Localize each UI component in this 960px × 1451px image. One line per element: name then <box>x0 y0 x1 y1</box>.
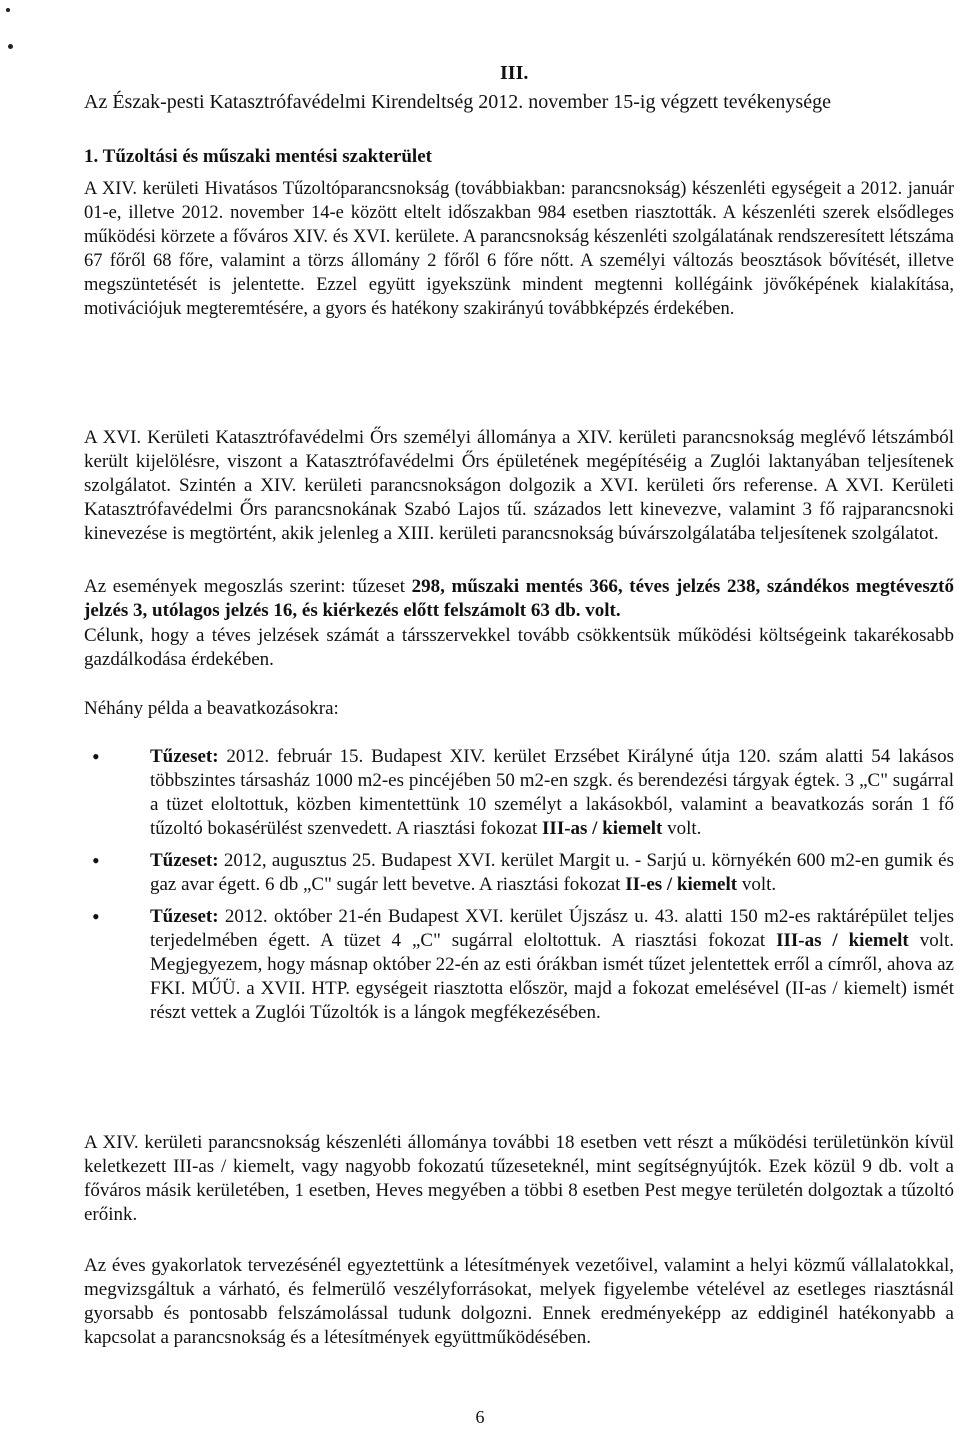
list-item <box>84 905 954 1025</box>
paragraph-assistance: A XIV. kerületi parancsnokság készenléti állománya további 18 esetben vett részt a működési területünkön kívül keletkezett III-as / kiemelt, vagy nagyobb fokozatú tűzeseteknél, mint segítségnyújtók. Ezek közül 9 db. volt a főváros másik kerületében, 1 esetben, Heves megyében a többi 8 esetben Pest megye területén dolgoztak a tűzoltó erőink. <box>84 1132 954 1225</box>
example-text: 2012, augusztus 25. Budapest XVI. kerület Margit u. - Sarjú u. környékén 600 m2-en gumik és gaz avar égett. 6 db „C" sugár lett bevetve. A riasztási fokozat <box>150 850 954 895</box>
paragraph-events <box>84 575 954 623</box>
examples-intro: Néhány példa a beavatkozásokra: <box>84 698 339 719</box>
section-heading: 1. Tűzoltási és műszaki mentési szakterület <box>84 146 432 167</box>
chapter-number: III. <box>500 62 529 84</box>
example-text: 2012. október 21-én Budapest XVI. kerület Újszász u. 43. alatti 150 m2-es raktárépület teljes terjedelmében égett. A tüzet 4 „C" sugárral eloltottuk. A riasztási fokozat <box>150 906 954 951</box>
example-label: Tűzeset: <box>150 746 219 767</box>
examples-list <box>84 745 954 1033</box>
events-intro: Az események megoszlás szerint: tűzeset <box>84 576 412 597</box>
events-breakdown: 298, műszaki mentés 366, téves jelzés 238, szándékos megtévesztő jelzés 3, utólagos jelzés 16, és kiérkezés előtt felszámolt 63 db. volt. <box>84 576 954 621</box>
alarm-level: II-es / kiemelt <box>625 874 738 895</box>
paragraph-goal: Célunk, hogy a téves jelzések számát a társszervekkel tovább csökkentsük működési költségeink takarékosabb gazdálkodása érdekében. <box>84 625 954 670</box>
example-text: 2012. február 15. Budapest XIV. kerület Erzsébet Királyné útja 120. szám alatti 54 lakásos többszintes társasház 1000 m2-es pincéjében 50 m2-en szgk. és berendezési tárgyak égtek. 3 „C" sugárral a tüzet eloltottuk, közben kimentettünk 10 személyt a lakásokból, valamint a beavatkozás során 1 fő tűzoltó bokasérülést szenvedett. A riasztási fokozat <box>150 746 954 839</box>
page-number: 6 <box>475 1407 485 1427</box>
list-item <box>84 745 954 841</box>
paragraph-outpost: A XVI. Kerületi Katasztrófavédelmi Őrs személyi állománya a XIV. kerületi parancsnokság meglévő létszámból került kijelölésre, viszont a Katasztrófavédelmi Őrs épületének megépítéséig a Zuglói laktanyában teljesítenek szolgálatot. Szintén a XIV. kerületi parancsnokságon dolgozik a XVI. kerületi őrs referense. A XVI. Kerületi Katasztrófavédelmi Őrs parancsnokának Szabó Lajos tű. százados lett kinevezve, valamint 3 fő rajparancsnoki kinevezése is megtörtént, akik jelenleg a XIII. kerületi parancsnokság búvárszolgálatába teljesítenek szolgálatot. <box>84 427 954 544</box>
paragraph-exercises: Az éves gyakorlatok tervezésénél egyeztettünk a létesítmények vezetőivel, valamint a helyi közmű vállalatokkal, megvizsgáltuk a várható, és felmerülő veszélyforrásokat, melyek figyelembe vételével az esetleges riasztásnál gyorsabb és pontosabb felszámolással tudunk dolgozni. Ennek eredményeképp az eddiginél hatékonyabb a kapcsolat a parancsnokság és a létesítmények együttműködésében. <box>84 1255 954 1348</box>
example-label: Tűzeset: <box>150 850 219 871</box>
example-tail: volt. Megjegyezem, hogy másnap október 22-én az esti órákban ismét tűzet jelentettek erről a címről, ahova az FKI. MŰÜ. a XVII. HTP. egységeit riasztotta először, majd a fokozat emelésével (II-as / kiemelt) ismét részt vettek a Zuglói Tűzoltók is a lángok megfékezésében. <box>150 930 955 1023</box>
example-label: Tűzeset: <box>150 906 219 927</box>
paragraph-staffing: A XIV. kerületi Hivatásos Tűzoltóparancsnokság (továbbiakban: parancsnokság) készenléti egységeit a 2012. január 01-e, illetve 2012. november 14-e között eltelt időszakban 984 esetben riasztották. A készenléti szerek elsődleges működési körzete a főváros XIV. és XVI. kerülete. A parancsnokság készenléti szolgálatának rendszeresített létszáma 67 főről 68 főre, valamint a törzs állomány 2 főről 6 főre nőtt. A személyi változás beosztások bővítését, illetve megszüntetését is jelentette. Ezzel együtt igyekszünk mindent megtenni kollégáink jövőképének kialakítása, motivációjuk megteremtésére, a gyors és hatékony szakirányú továbbképzés érdekében. <box>84 179 954 319</box>
scan-speck <box>6 8 10 12</box>
example-tail: volt. <box>737 874 777 895</box>
example-tail: volt. <box>662 818 702 839</box>
page-title: Az Észak-pesti Katasztrófavédelmi Kirendeltség 2012. november 15-ig végzett tevékenysége <box>84 91 831 113</box>
alarm-level: III-as / kiemelt <box>542 818 663 839</box>
scan-speck <box>8 44 13 49</box>
alarm-level: III-as / kiemelt <box>776 930 909 951</box>
list-item <box>84 849 954 897</box>
